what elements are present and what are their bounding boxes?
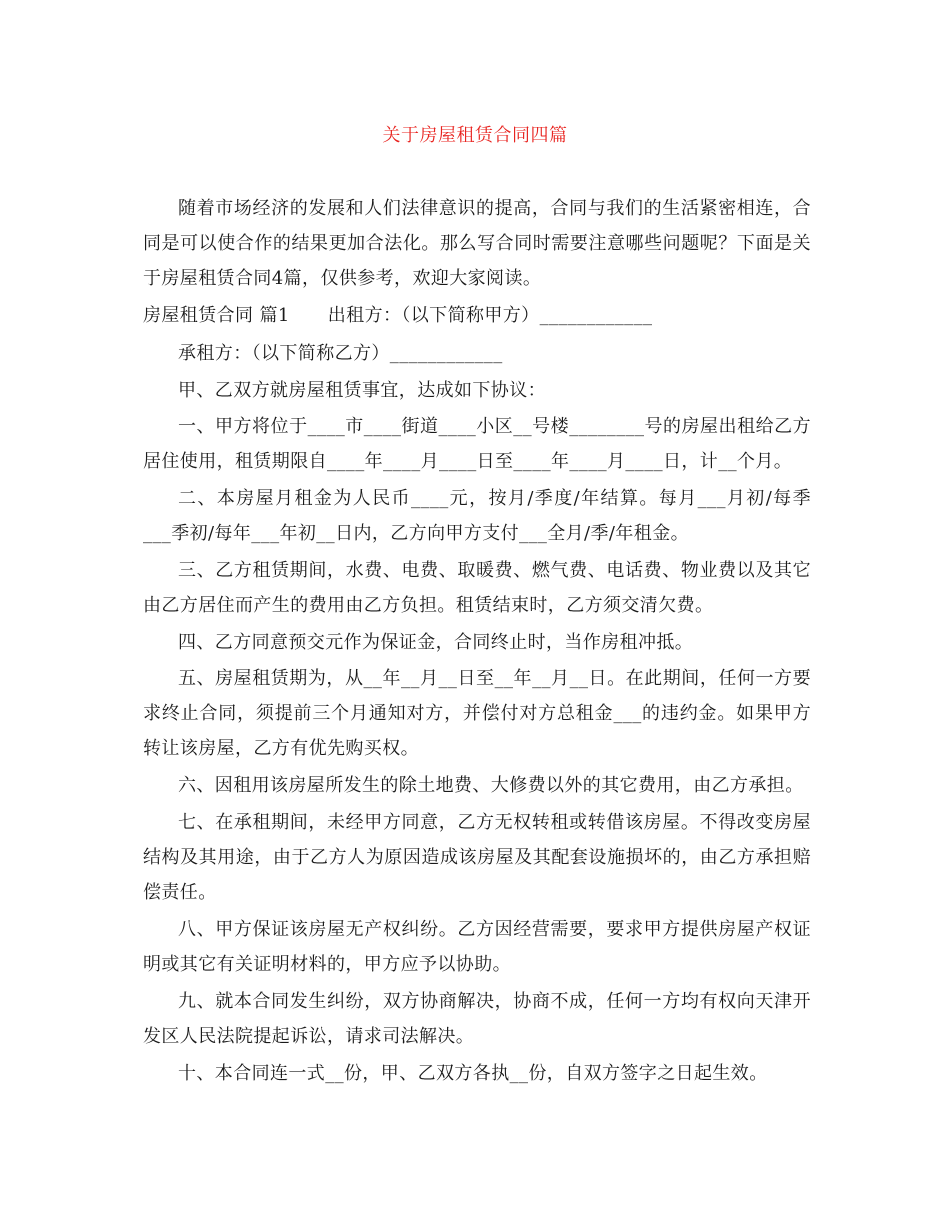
clause-line: 九、就本合同发生纠纷，双方协商解决，协商不成，任何一方均有权向天津开	[178, 991, 811, 1012]
clause-line: 四、乙方同意预交元作为保证金，合同终止时，当作房租冲抵。	[178, 632, 694, 653]
clause-line: 七、在承租期间，未经甲方同意，乙方无权转租或转借该房屋。不得改变房屋	[178, 812, 811, 833]
agreement-intro: 甲、乙双方就房屋租赁事宜，达成如下协议：	[178, 380, 546, 401]
clause-line: 明或其它有关证明材料的，甲方应予以协助。	[143, 954, 511, 975]
section-heading-row	[143, 304, 652, 328]
clause-line: 十、本合同连一式__份，甲、乙双方各执__份，自双方签字之日起生效。	[178, 1063, 768, 1084]
clause-line: 一、甲方将位于____市____街道____小区__号楼________号的房屋出租给乙方	[178, 416, 811, 437]
clause-line: 求终止合同，须提前三个月通知对方，并偿付对方总租金___的违约金。如果甲方	[143, 703, 811, 724]
clause-line: 转让该房屋，乙方有优先购买权。	[143, 738, 419, 759]
clause-line: 八、甲方保证该房屋无产权纠纷。乙方因经营需要，要求甲方提供房屋产权证	[178, 919, 811, 940]
lessor-line: 出租方：（以下简称甲方）____________	[327, 305, 653, 326]
clause-line: 二、本房屋月租金为人民币____元，按月/季度/年结算。每月___月初/每季	[178, 488, 811, 509]
clause-line: 偿责任。	[143, 882, 217, 903]
intro-line: 随着市场经济的发展和人们法律意识的提高，合同与我们的生活紧密相连，合	[178, 198, 811, 219]
clause-line: 发区人民法院提起诉讼，请求司法解决。	[143, 1026, 475, 1047]
clause-line: 五、房屋租赁期为，从__年__月__日至__年__月__日。在此期间，任何一方要	[178, 668, 811, 689]
clause-line: ___季初/每年___年初__日内，乙方向甲方支付___全月/季/年租金。	[143, 523, 689, 544]
clause-line: 六、因租用该房屋所发生的除土地费、大修费以外的其它费用，由乙方承担。	[178, 775, 804, 796]
document-title: 关于房屋租赁合同四篇	[382, 125, 568, 146]
clause-line: 三、乙方租赁期间，水费、电费、取暖费、燃气费、电话费、物业费以及其它	[178, 560, 811, 581]
lessee-line: 承租方：（以下简称乙方）____________	[178, 343, 503, 364]
clause-line: 结构及其用途，由于乙方人为原因造成该房屋及其配套设施损坏的，由乙方承担赔	[143, 847, 811, 868]
intro-line: 于房屋租赁合同4篇，仅供参考，欢迎大家阅读。	[143, 268, 542, 289]
clause-line: 居住使用，租赁期限自____年____月____日至____年____月____日，计__个月。	[143, 451, 793, 472]
clause-line: 由乙方居住而产生的费用由乙方负担。租赁结束时，乙方须交清欠费。	[143, 595, 714, 616]
section-heading: 房屋租赁合同 篇1	[143, 305, 290, 326]
intro-line: 同是可以使合作的结果更加合法化。那么写合同时需要注意哪些问题呢？下面是关	[143, 233, 811, 254]
